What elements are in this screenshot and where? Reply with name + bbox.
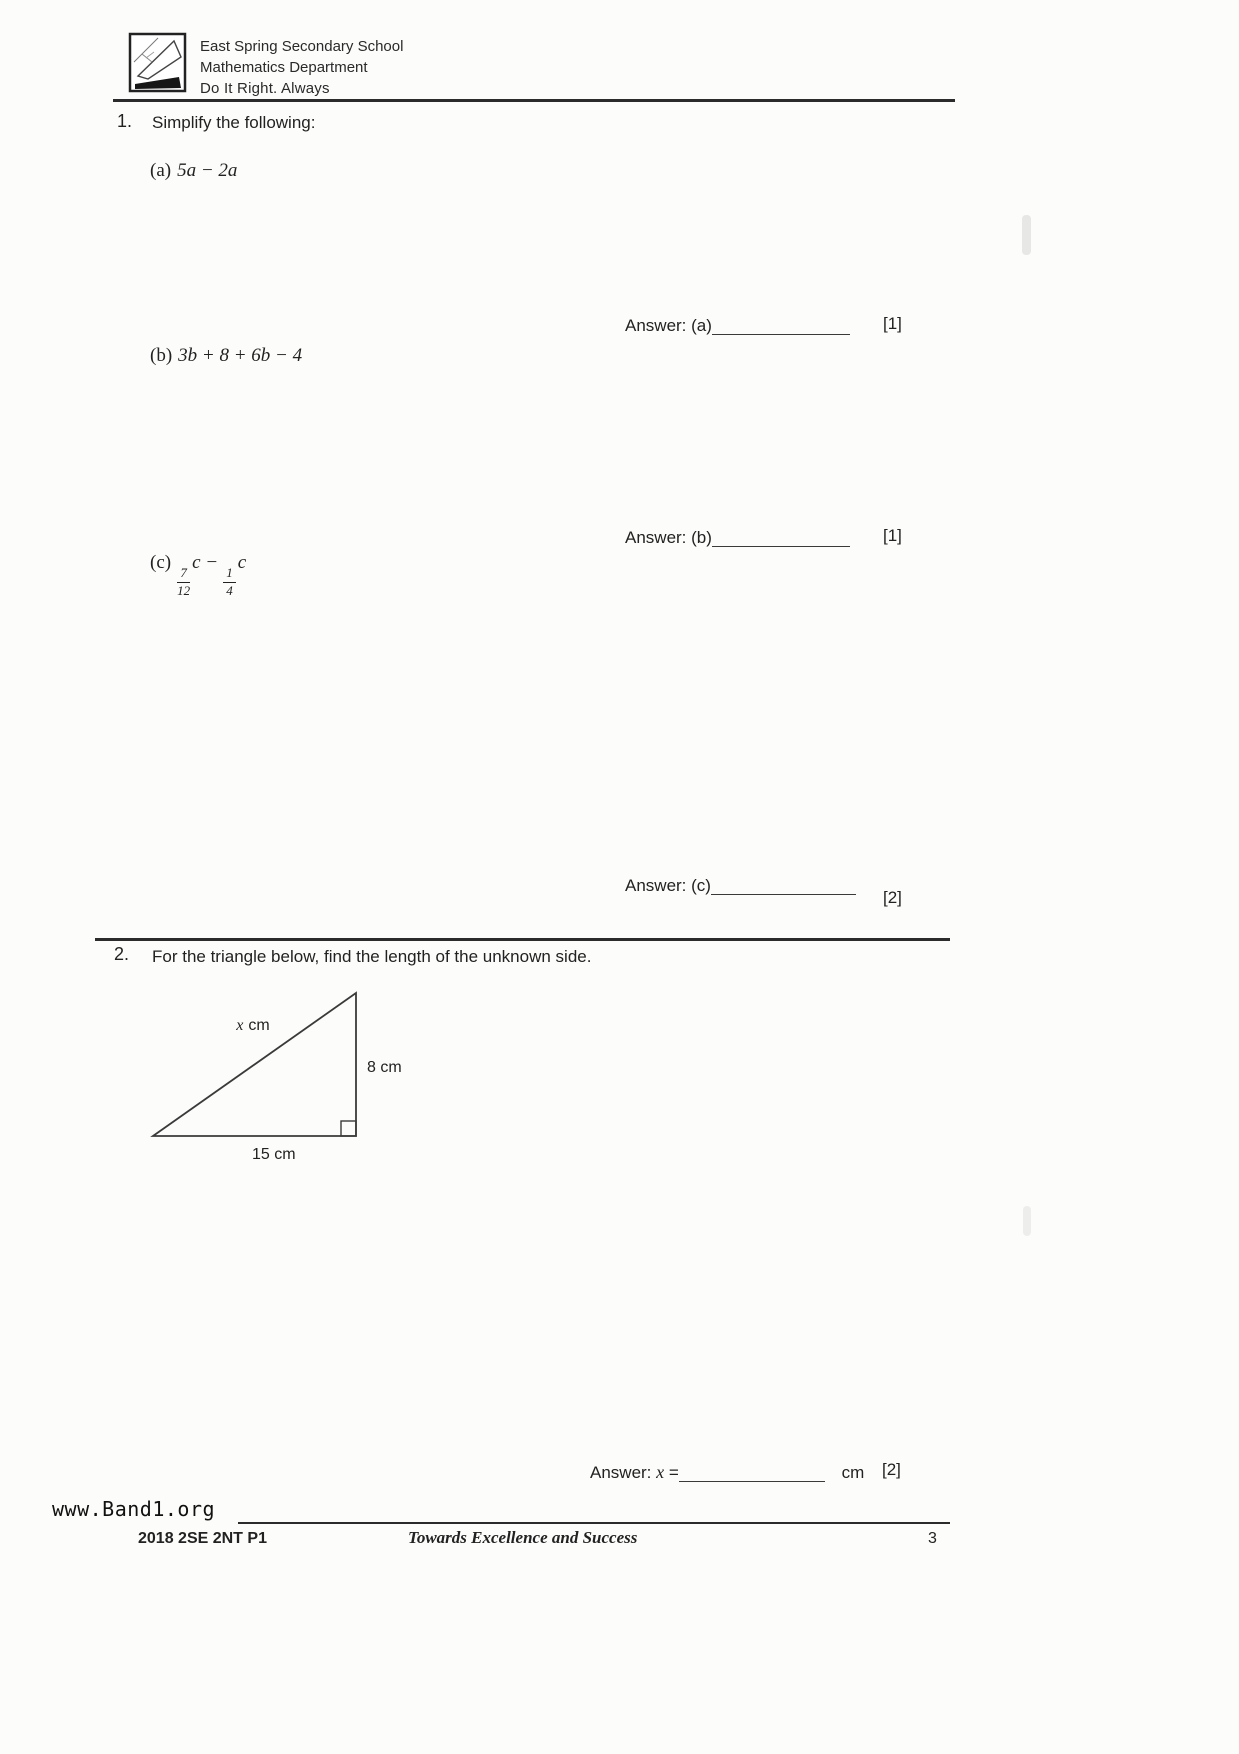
base-label: 15 cm bbox=[252, 1146, 296, 1163]
school-logo bbox=[128, 32, 188, 94]
q1c-var1: c bbox=[192, 552, 201, 573]
q1a-answer-blank bbox=[712, 333, 850, 335]
q1c-answer-blank bbox=[711, 893, 856, 895]
q2-number: 2. bbox=[114, 944, 130, 964]
scan-artifact-middle bbox=[1023, 1206, 1031, 1236]
triangle-shape bbox=[153, 993, 356, 1136]
q1a-body: 5a − 2a bbox=[177, 160, 238, 181]
school-name: East Spring Secondary School bbox=[200, 38, 404, 55]
answer-row-q2 bbox=[590, 1462, 864, 1483]
q1b-body: 3b + 8 + 6b − 4 bbox=[178, 345, 303, 366]
hypotenuse-label bbox=[235, 1017, 269, 1034]
school-logo-graphic bbox=[128, 32, 188, 94]
q2-answer-blank bbox=[679, 1480, 825, 1482]
q1b-marks: [1] bbox=[883, 526, 902, 545]
header-rule bbox=[113, 99, 955, 102]
q1a-label: (a) bbox=[150, 160, 172, 181]
q1c-var2: c bbox=[237, 552, 247, 573]
q1b-expression bbox=[150, 345, 302, 367]
q1a-expression bbox=[150, 160, 237, 182]
q1c-frac1-numerator: 7 bbox=[177, 566, 190, 583]
q1c-fraction-1 bbox=[177, 566, 190, 599]
footer-rule bbox=[238, 1522, 950, 1524]
q1a-marks: [1] bbox=[883, 314, 902, 333]
answer-row-c bbox=[625, 876, 856, 896]
hypotenuse-unit: cm bbox=[248, 1017, 270, 1034]
q2-prompt: For the triangle below, find the length of the unknown side. bbox=[152, 947, 592, 966]
q1c-operator: − bbox=[206, 552, 218, 573]
answer-row-a bbox=[625, 316, 850, 336]
scan-artifact-top bbox=[1022, 215, 1031, 255]
watermark-link[interactable]: www.Band1.org bbox=[52, 1497, 216, 1521]
q1b-answer-blank bbox=[712, 545, 850, 547]
height-label: 8 cm bbox=[367, 1059, 402, 1076]
triangle-diagram bbox=[145, 980, 445, 1180]
q2-answer-variable: x bbox=[656, 1462, 665, 1482]
school-motto-header: Do It Right. Always bbox=[200, 80, 330, 97]
q1c-fraction-2 bbox=[223, 566, 236, 599]
department-name: Mathematics Department bbox=[200, 59, 368, 76]
q1c-expression bbox=[150, 552, 246, 599]
footer-motto: Towards Excellence and Success bbox=[408, 1528, 638, 1547]
q1b-label: (b) bbox=[150, 345, 173, 366]
q1c-frac2-numerator: 1 bbox=[223, 566, 236, 583]
q1a-answer-label: Answer: (a) bbox=[625, 316, 712, 335]
page-number: 3 bbox=[928, 1530, 937, 1547]
q2-answer-label: Answer: bbox=[590, 1463, 652, 1482]
q1c-label: (c) bbox=[150, 552, 172, 573]
question-divider-rule bbox=[95, 938, 950, 941]
q1c-frac1-denominator: 12 bbox=[177, 582, 191, 598]
answer-row-b bbox=[625, 528, 850, 548]
right-angle-marker bbox=[341, 1121, 356, 1136]
q1c-answer-label: Answer: (c) bbox=[625, 876, 711, 895]
q1c-frac2-denominator: 4 bbox=[226, 582, 233, 598]
q2-answer-equals: = bbox=[668, 1463, 679, 1482]
q1-prompt: Simplify the following: bbox=[152, 113, 316, 132]
q2-marks: [2] bbox=[882, 1460, 901, 1479]
paper-code: 2018 2SE 2NT P1 bbox=[138, 1530, 267, 1547]
q1b-answer-label: Answer: (b) bbox=[625, 528, 712, 547]
q1c-marks: [2] bbox=[883, 888, 902, 907]
hypotenuse-variable: x bbox=[236, 1017, 244, 1034]
school-header-block bbox=[200, 36, 403, 99]
q2-answer-unit: cm bbox=[841, 1463, 865, 1482]
q1-number: 1. bbox=[117, 111, 133, 131]
